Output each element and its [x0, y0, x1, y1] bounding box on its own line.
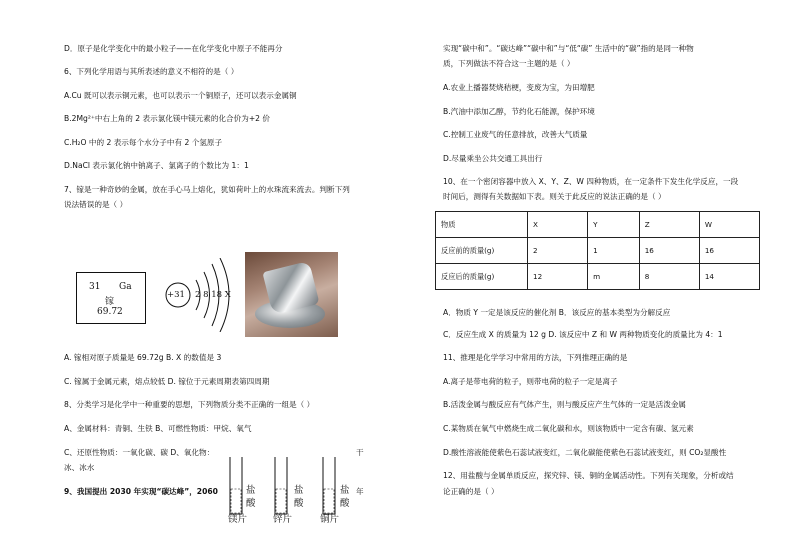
question-8-option-d-cont: 冰、冰水	[64, 463, 95, 472]
question-6-option-b: B.2Mg²⁺中右上角的 2 表示氯化镁中镁元素的化合价为+2 价	[64, 114, 271, 123]
question-8-options-cd: C、还原性物质：一氧化碳、碳 D、氧化物：	[64, 448, 215, 457]
table-cell: 12	[528, 264, 588, 290]
question-11-stem: 11、推理是化学学习中常用的方法，下列推理正确的是	[443, 353, 628, 362]
question-7-options-ab: A. 镓相对原子质量是 69.72g B. X 的数值是 3	[64, 353, 222, 362]
question-7-options-cd: C. 镓属于金属元素，熔点较低 D. 镓位于元素周期表第四周期	[64, 377, 270, 386]
question-10-options-cd: C．反应生成 X 的质量为 12 g D. 该反应中 Z 和 W 两种物质变化的质量比为 4：1	[443, 330, 723, 339]
question-12-stem: 12、用盐酸与金属单质反应，探究锌、镁、铜的金属活动性。下列有关现象，分析或结	[443, 471, 734, 480]
question-6-option-d: D.NaCl 表示氯化钠中钠离子、氯离子的个数比为 1：1	[64, 161, 249, 170]
tube-2-metal-label: 锌片	[273, 514, 293, 525]
gallium-photo	[245, 252, 338, 337]
question-5-option-d: D．原子是化学变化中的最小粒子——在化学变化中原子不能再分	[64, 44, 283, 53]
question-10-stem: 10、在一个密闭容器中放入 X、Y、Z、W 四种物质，在一定条件下发生化学反应，一段	[443, 177, 739, 186]
question-11-option-a: A.离子是带电荷的粒子，则带电荷的粒子一定是离子	[443, 377, 618, 386]
table-row	[436, 238, 760, 264]
table-header-cell: W	[699, 212, 759, 238]
test-tubes-figure	[225, 452, 355, 522]
question-6-stem: 6、下列化学用语与其所表述的意义不相符的是（ ）	[64, 67, 239, 76]
question-8-option-d-tail: 干	[356, 448, 364, 457]
table-cell: 2	[528, 238, 588, 264]
question-11-option-c: C.某物质在氧气中燃烧生成二氧化碳和水，则该物质中一定含有碳、氢元素	[443, 424, 694, 433]
element-name: 镓	[105, 297, 115, 307]
table-cell: 14	[699, 264, 759, 290]
tube-1-acid-label-1: 盐	[246, 485, 256, 496]
question-9-option-d: D.尽量乘坐公共交通工具出行	[443, 154, 543, 163]
table-header-cell: X	[528, 212, 588, 238]
test-tube-1	[230, 457, 242, 514]
question-8-options-ab: A、金属材料：青铜、生铁 B、可燃性物质：甲烷、氧气	[64, 424, 252, 433]
test-tube-2	[275, 457, 287, 514]
table-cell: 8	[639, 264, 699, 290]
mass-data-table	[435, 211, 760, 290]
question-9-option-b: B.汽油中添加乙醇，节约化石能源，保护环境	[443, 107, 595, 116]
gallium-element-card	[76, 272, 146, 324]
tube-2-acid-label-2: 酸	[294, 498, 304, 509]
atomic-number: 31	[89, 282, 101, 292]
question-8-stem: 8、分类学习是化学中一种重要的思想，下列物质分类不正确的一组是（ ）	[64, 400, 315, 409]
tube-3-acid-label-2: 酸	[340, 498, 350, 509]
question-12-stem-cont: 论正确的是（ ）	[443, 487, 499, 496]
table-cell: 16	[639, 238, 699, 264]
tube-3-acid-label-1: 盐	[340, 485, 350, 496]
question-11-option-b: B.活泼金属与酸反应有气体产生，则与酸反应产生气体的一定是活泼金属	[443, 400, 687, 409]
table-header-cell: Y	[588, 212, 640, 238]
tube-1-acid-label-2: 酸	[246, 498, 256, 509]
electron-shells: 2 8 18 X	[195, 290, 231, 300]
question-9-stem-tail: 年	[356, 487, 364, 496]
table-cell: 1	[588, 238, 640, 264]
question-6-option-a: A.Cu 既可以表示铜元素，也可以表示一个铜原子，还可以表示金属铜	[64, 91, 297, 100]
question-7-stem-cont: 说法错误的是（ ）	[64, 200, 128, 209]
tube-1-metal-label: 镁片	[228, 514, 248, 525]
atomic-mass: 69.72	[97, 307, 123, 317]
table-header-cell: 物质	[436, 212, 528, 238]
table-row	[436, 264, 760, 290]
table-cell: m	[588, 264, 640, 290]
table-cell: 反应前的质量(g)	[436, 238, 528, 264]
question-9-option-c: C.控制工业废气的任意排放，改善大气质量	[443, 130, 588, 139]
tube-2-acid-label-1: 盐	[294, 485, 304, 496]
question-11-option-d: D.酸性溶液能使紫色石蕊试液变红，二氧化碳能使紫色石蕊试液变红，则 CO₂显酸性	[443, 448, 727, 457]
table-cell: 反应后的质量(g)	[436, 264, 528, 290]
question-9-stem-cont-2: 质，下列做法不符合这一主题的是（ ）	[443, 59, 575, 68]
question-9-stem: 9、我国提出 2030 年实现“碳达峰”，2060	[64, 487, 218, 496]
question-10-stem-cont: 时间后，测得有关数据如下表。则关于此反应的说法正确的是（ ）	[443, 192, 666, 201]
tube-3-metal-label: 铜片	[320, 514, 340, 525]
question-6-option-c: C.H₂O 中的 2 表示每个水分子中有 2 个氢原子	[64, 138, 223, 147]
question-7-stem: 7、镓是一种奇妙的金属，放在手心马上熔化，犹如荷叶上的水珠流来流去。判断下列	[64, 185, 350, 194]
table-header-row	[436, 212, 760, 238]
question-10-options-ab: A．物质 Y 一定是该反应的催化剂 B．该反应的基本类型为分解反应	[443, 308, 671, 317]
question-9-stem-cont-1: 实现“碳中和”。“碳达峰”“碳中和”与“低“碳” 生活中的“碳”指的是同一种物	[443, 44, 694, 53]
nucleus-charge: +31	[167, 290, 185, 300]
table-header-cell: Z	[639, 212, 699, 238]
question-9-option-a: A.农业上播器焚烧秸梗，变废为宝，为田增肥	[443, 83, 595, 92]
table-cell: 16	[699, 238, 759, 264]
element-symbol: Ga	[119, 282, 132, 292]
test-tube-3	[323, 457, 335, 514]
